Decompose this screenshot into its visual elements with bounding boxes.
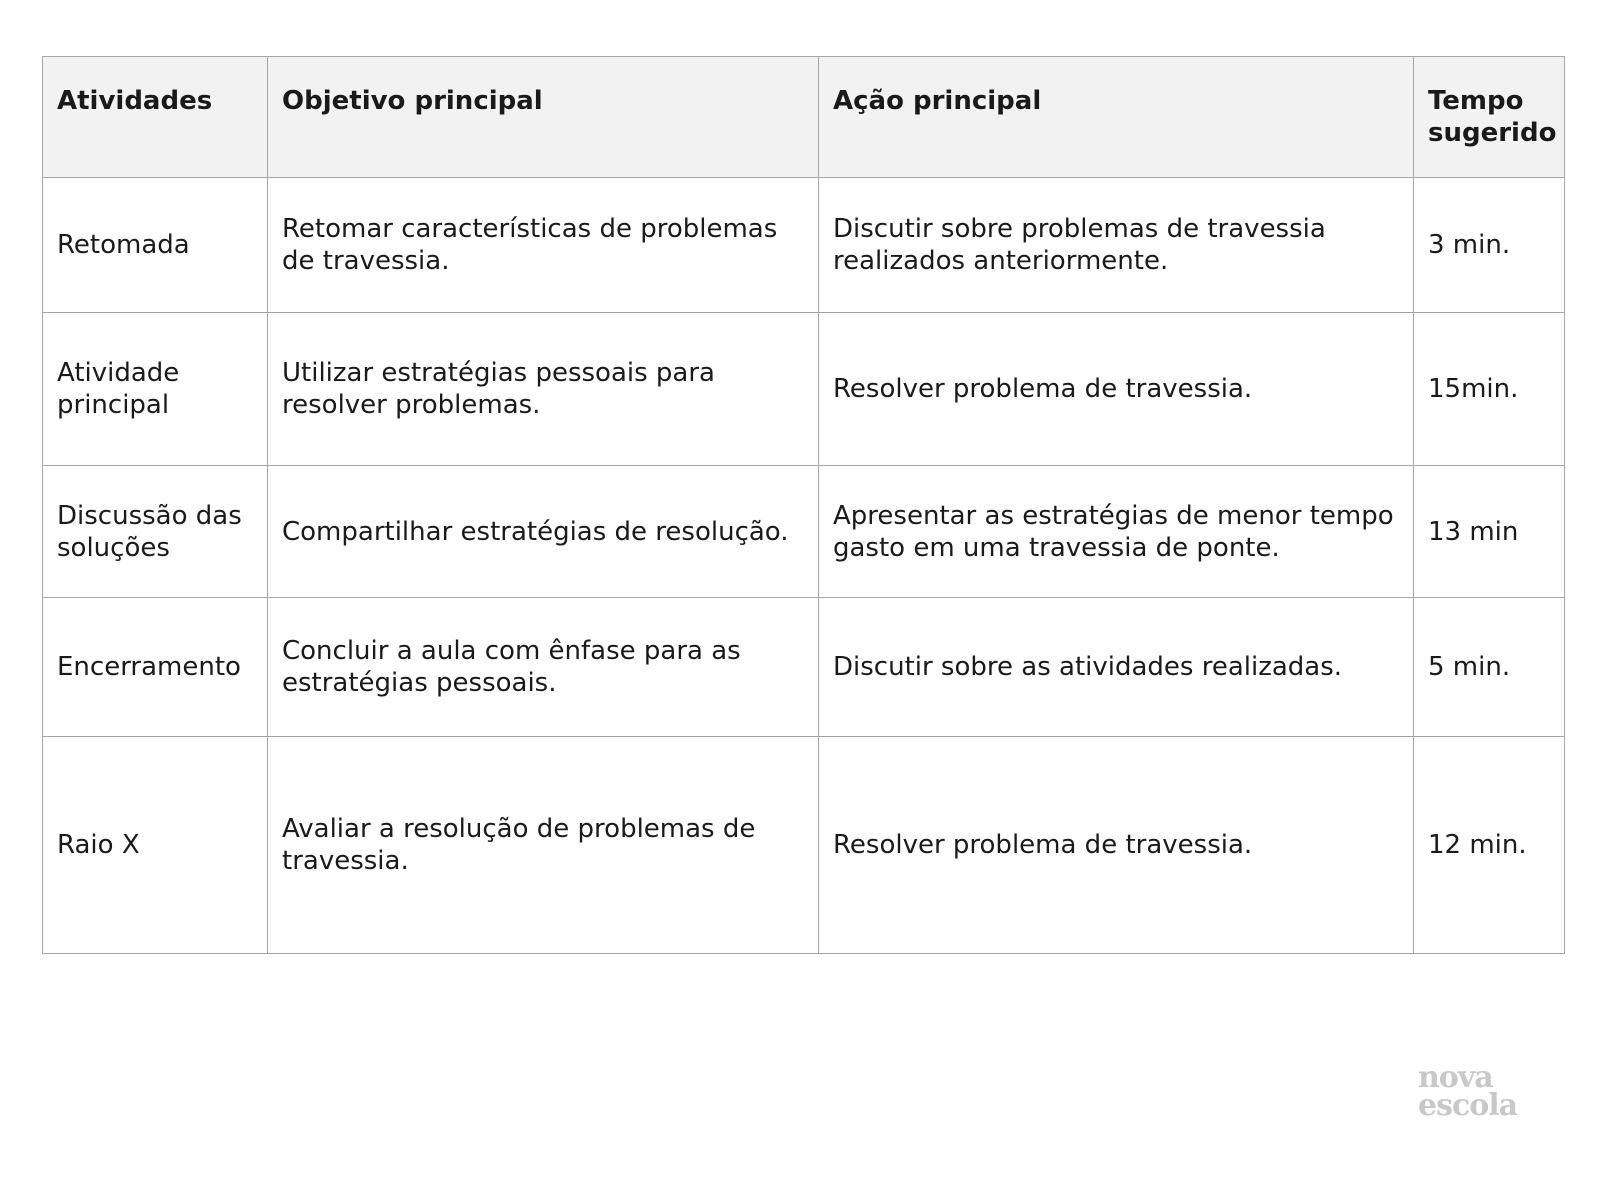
table-body bbox=[43, 178, 1565, 954]
cell-objetivo: Utilizar estratégias pessoais para resolver problemas. bbox=[268, 313, 819, 466]
header-row bbox=[43, 57, 1565, 178]
table-row bbox=[43, 737, 1565, 954]
header-tempo-sugerido: Tempo sugerido bbox=[1414, 57, 1565, 178]
cell-tempo: 15min. bbox=[1414, 313, 1565, 466]
cell-tempo: 3 min. bbox=[1414, 178, 1565, 313]
cell-acao: Apresentar as estratégias de menor tempo gasto em uma travessia de ponte. bbox=[819, 466, 1414, 598]
cell-objetivo: Concluir a aula com ênfase para as estratégias pessoais. bbox=[268, 598, 819, 737]
lesson-plan-table bbox=[42, 56, 1565, 954]
logo-line-nova: nova bbox=[1418, 1060, 1493, 1095]
table-row bbox=[43, 313, 1565, 466]
cell-tempo: 5 min. bbox=[1414, 598, 1565, 737]
cell-atividade: Retomada bbox=[43, 178, 268, 313]
cell-acao: Discutir sobre problemas de travessia realizados anteriormente. bbox=[819, 178, 1414, 313]
logo-line-escola: escola bbox=[1418, 1088, 1518, 1123]
header-atividades: Atividades bbox=[43, 57, 268, 178]
header-objetivo-principal: Objetivo principal bbox=[268, 57, 819, 178]
table-row bbox=[43, 178, 1565, 313]
cell-atividade: Raio X bbox=[43, 737, 268, 954]
cell-tempo: 13 min bbox=[1414, 466, 1565, 598]
cell-tempo: 12 min. bbox=[1414, 737, 1565, 954]
cell-atividade: Encerramento bbox=[43, 598, 268, 737]
cell-atividade: Discussão das soluções bbox=[43, 466, 268, 598]
cell-objetivo: Avaliar a resolução de problemas de travessia. bbox=[268, 737, 819, 954]
cell-objetivo: Retomar características de problemas de travessia. bbox=[268, 178, 819, 313]
cell-atividade: Atividade principal bbox=[43, 313, 268, 466]
table-header bbox=[43, 57, 1565, 178]
cell-acao: Discutir sobre as atividades realizadas. bbox=[819, 598, 1414, 737]
table-row bbox=[43, 598, 1565, 737]
cell-acao: Resolver problema de travessia. bbox=[819, 313, 1414, 466]
cell-acao: Resolver problema de travessia. bbox=[819, 737, 1414, 954]
header-acao-principal: Ação principal bbox=[819, 57, 1414, 178]
cell-objetivo: Compartilhar estratégias de resolução. bbox=[268, 466, 819, 598]
nova-escola-logo bbox=[1418, 1060, 1538, 1123]
table-row bbox=[43, 466, 1565, 598]
